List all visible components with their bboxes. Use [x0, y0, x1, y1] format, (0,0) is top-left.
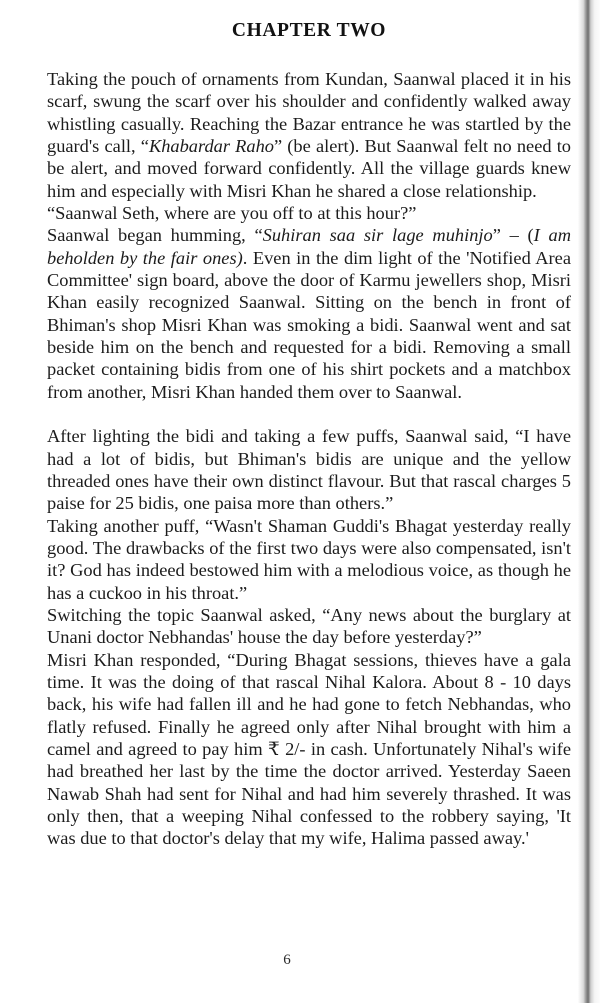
- paragraph-block-two: [47, 425, 571, 850]
- paragraph-dialogue: “Saanwal Seth, where are you off to at this hour?”: [47, 203, 417, 224]
- italic-phrase-suhiran: Suhiran saa sir lage muhinjo: [262, 225, 493, 246]
- page-number: [0, 952, 600, 969]
- italic-phrase-translation: I am beholden by the fair ones): [47, 225, 571, 268]
- paragraph-text: . Even in the dim light of the 'Notified Area Committee' sign board, above the door of Karmu jewellers shop, Misri Khan easily recognized Saanwal. Sitting on the bench in front of Bhiman's shop Misri Khan was smoking a bidi. Saanwal went and sat beside him on the bench and requested for a bidi. Removing a small packet containing bidis from one of his shirt pockets and a matchbox from another, Misri Khan handed them over to Saanwal.: [47, 247, 571, 402]
- paragraph: Switching the topic Saanwal asked, “Any news about the burglary at Unani doctor Nebhandas' house the day before yesterday?”: [47, 604, 571, 648]
- page-title: CHAPTER TWO: [231, 20, 387, 41]
- italic-phrase-khabardar-raho: Khabardar Raho: [148, 136, 274, 157]
- paragraph-text: ” (be alert). But Saanwal felt no need to be alert, and moved forward confidently. All the village guards knew him and especially with Misri Khan he shared a close relationship.: [47, 136, 572, 201]
- paragraph-text: Taking the pouch of ornaments from Kundan, Saanwal placed it in his scarf, swung the scarf over his shoulder and confidently walked away whistling casually. Reaching the Bazar entrance he was startled by the guard's call, “: [47, 69, 571, 157]
- paragraph-text: Saanwal began humming, “: [47, 225, 263, 246]
- paragraph: Misri Khan responded, “During Bhagat sessions, thieves have a gala time. It was the doing of that rascal Nihal Kalora. About 8 - 10 days back, his wife had fallen ill and he had gone to fetch Nebhandas, who flatly refused. Finally he agreed only after Nihal brought with him a camel and agreed to pay him ₹ 2/- in cash. Unfortunately Nihal's wife had breathed her last by the time the doctor arrived. Yesterday Saeen Nawab Shah had sent for Nihal and had him severely thrashed. It was only then, that a weeping Nihal confessed to the robbery saying, 'It was due to that doctor's delay that my wife, Halima passed away.': [47, 649, 571, 849]
- page-content: [47, 0, 571, 850]
- page-number-value: 6: [283, 952, 291, 968]
- paragraph-text: ” – (: [492, 225, 534, 246]
- scan-gutter-shadow: [573, 0, 600, 1003]
- paragraph: After lighting the bidi and taking a few puffs, Saanwal said, “I have had a lot of bidis, but Bhiman's bidis are unique and the yellow threaded ones have their own distinct flavour. But that rascal charges 5 paise for 25 bidis, one paisa more than others.”: [47, 426, 571, 514]
- paragraph-block-one: [47, 68, 571, 403]
- paragraph: [47, 68, 571, 202]
- paragraph: Taking another puff, “Wasn't Shaman Guddi's Bhagat yesterday really good. The drawbacks of the first two days were also compensated, isn't it? God has indeed bestowed him with a melodious voice, as though he has a cuckoo in his throat.”: [47, 515, 571, 603]
- paragraph: [47, 224, 571, 403]
